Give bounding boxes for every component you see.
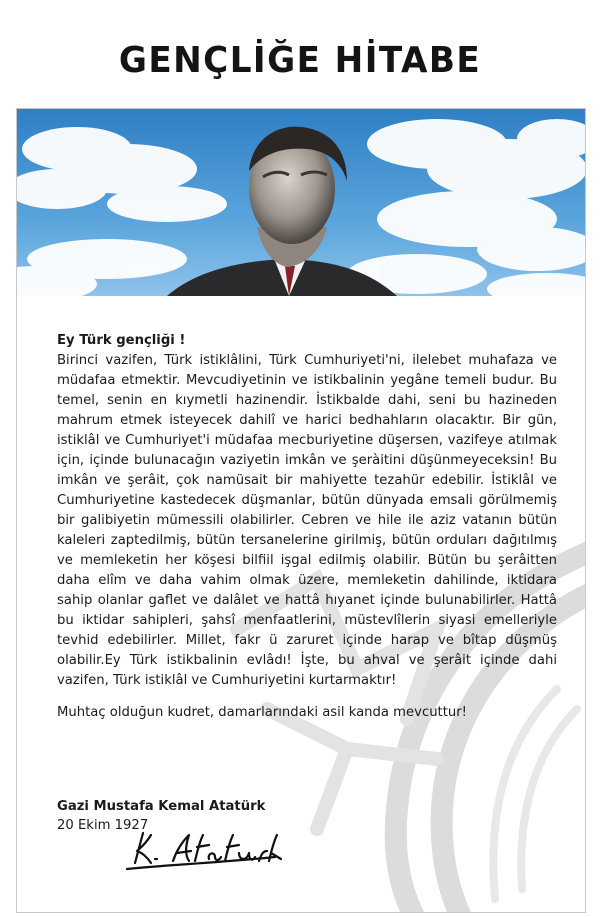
portrait-banner: [17, 109, 585, 296]
document-frame: [16, 108, 586, 913]
greeting: Ey Türk gençliği !: [57, 333, 186, 348]
address-body: Birinci vazifen, Türk istiklâlini, Türk Cumhuriyeti'ni, ilelebet muhafaza ve müdafaa etmektir. Mevcudiyetinin ve istikbalinin yegâne temeli budur. Bu temel, senin en kıymetli hazinendir. İstikbalde dahi, seni bu hazineden mahrum etmek isteyecek dahilî ve harici bedhahların olacaktır. Bir gün, istiklâl ve Cumhuriyet'i müdafaa mecburiyetine düşersen, vazifeye atılmak için, içinde bulunacağın vaziyetin imkân ve şeràitini düşünmeyeceksin! Bu imkân ve şerâit, çok namüsait bir mahiyette tezahür edebilir. İstiklâl ve Cumhuriyetine kastedecek düşmanlar, bütün dünyada emsali görülmemiş bir galibiyetin mümessili olabilirler. Cebren ve hile ile aziz vatanın bütün kaleleri zaptedilmiş, bütün tersanelerine girilmiş, bütün orduları dağıtılmış ve memleketin her köşesi bilfiil işgal edilmiş olabilir. Bütün bu şerâitten daha elîm ve daha vahim olmak üzere, memleketin dahilinde, iktidara sahip olanlar gaflet ve dalâlet ve hattâ hıyanet içinde bulunabilirler. Hattâ bu iktidar sahipleri, şahsî menfaatlerini, müstevlîlerin siyasi emelleriyle tevhid edebilirler. Millet, fakr ü zaruret içinde harap ve bîtap düşmüş olabilir.Ey Türk istikbalinin evlâdı! İşte, bu ahval ve şerâit içinde dahi vazifen, Türk istiklâl ve Cumhuriyetini kurtarmaktır!: [57, 353, 557, 688]
address-date: 20 Ekim 1927: [57, 818, 149, 833]
author-name: Gazi Mustafa Kemal Atatürk: [57, 799, 266, 814]
handwritten-signature: [125, 823, 285, 873]
closing-line: Muhtaç olduğun kudret, damarlarındaki asil kanda mevcuttur!: [57, 705, 467, 720]
page-title: GENÇLİĞE HİTABE: [118, 40, 482, 81]
address-text: [57, 331, 557, 723]
